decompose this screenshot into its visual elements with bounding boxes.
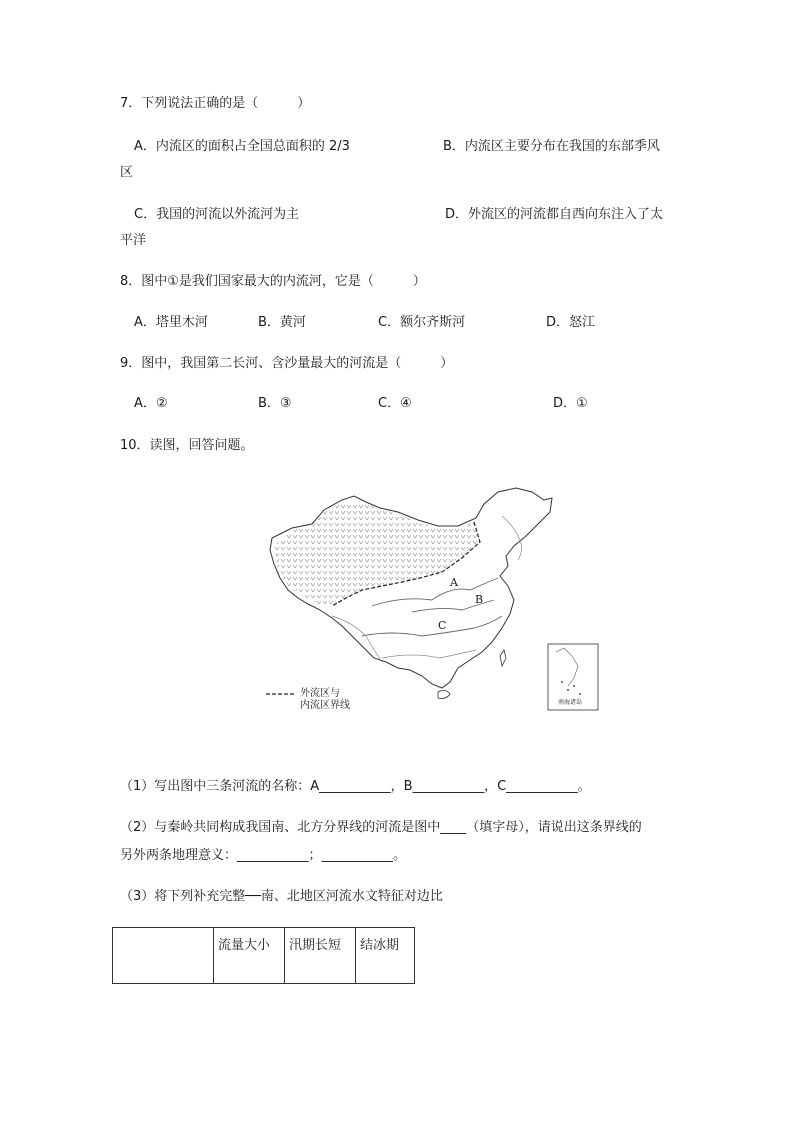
q7-option-a: A．内流区的面积占全国总面积的 2/3 — [134, 139, 350, 154]
map-label-b: B — [475, 593, 484, 606]
q9-option-d: D．① — [553, 396, 588, 411]
q7-option-d-continued: 平洋 — [120, 233, 147, 248]
q8-option-c: C．额尔齐斯河 — [378, 315, 466, 330]
inset-label: 南海诸岛 — [558, 699, 583, 706]
map-label-c: C — [438, 619, 447, 632]
china-rivers-map — [262, 486, 602, 716]
q7-option-c: C．我国的河流以外流河为主 — [134, 207, 300, 222]
q10-part2-line1: （2）与秦岭共同构成我国南、北方分界线的河流是图中____（填字母），请说出这条界线的 — [120, 820, 642, 835]
table-header-empty — [113, 928, 214, 984]
q7-option-b: B．内流区主要分布在我国的东部季风 — [443, 139, 660, 154]
table-header-flood-season: 汛期长短 — [285, 928, 356, 984]
q7-option-d: D．外流区的河流都自西向东注入了太 — [445, 207, 664, 222]
q10-stem: 10．读图，回答问题。 — [120, 438, 254, 453]
q10-part3: （3）将下列补充完整──南、北地区河流水文特征对边比 — [120, 889, 443, 904]
q10-part2-line2: 另外两条地理意义：___________；___________。 — [120, 848, 407, 863]
table-header-row — [113, 928, 415, 984]
legend-line1: 外流区与 — [300, 688, 340, 699]
table-header-flow: 流量大小 — [214, 928, 285, 984]
legend-line2: 内流区界线 — [300, 700, 350, 711]
q8-option-b: B．黄河 — [258, 315, 306, 330]
q8-option-a: A．塔里木河 — [134, 315, 208, 330]
table-header-freeze: 结冰期 — [356, 928, 415, 984]
map-label-a: A — [450, 576, 458, 589]
q9-option-a: A．② — [134, 396, 168, 411]
q7-stem: 7．下列说法正确的是（ ） — [120, 96, 311, 111]
china-map-drawing — [262, 486, 602, 716]
q8-stem: 8．图中①是我们国家最大的内流河，它是（ ） — [120, 274, 426, 289]
q9-option-c: C．④ — [378, 396, 412, 411]
hydrology-comparison-table — [112, 927, 415, 984]
q10-part1: （1）写出图中三条河流的名称：A___________，B___________，C___________。 — [120, 779, 591, 794]
q8-option-d: D．怒江 — [546, 315, 596, 330]
q9-stem: 9．图中，我国第二长河、含沙量最大的河流是（ ） — [120, 356, 454, 371]
q9-option-b: B．③ — [258, 396, 292, 411]
q7-option-b-continued: 区 — [120, 165, 134, 180]
